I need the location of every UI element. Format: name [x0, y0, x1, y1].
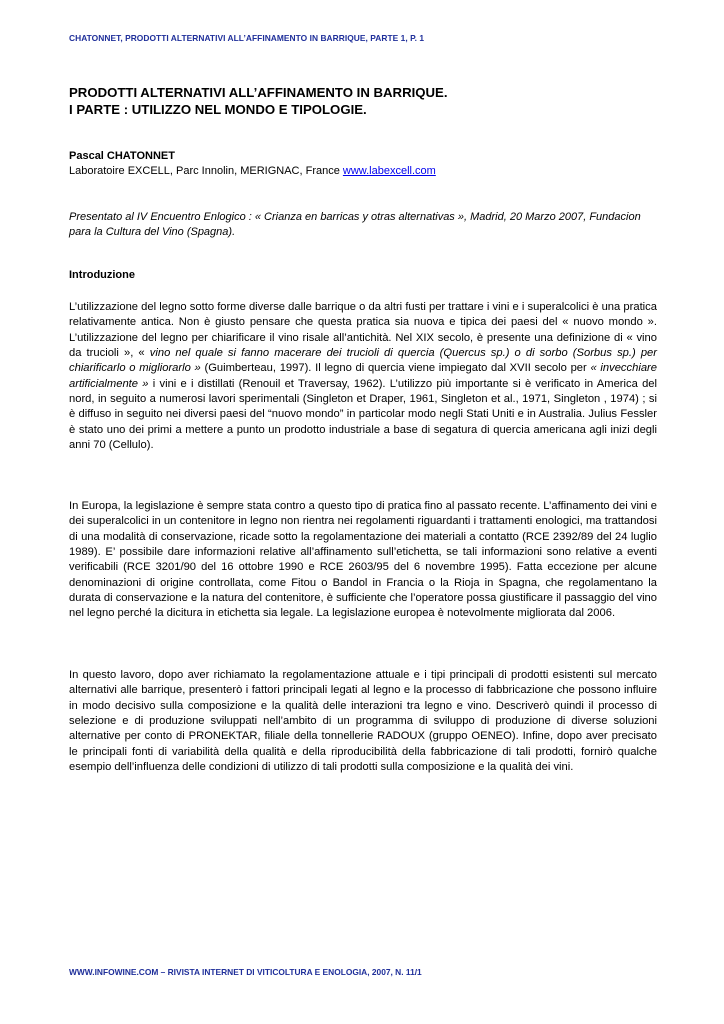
paragraph-1-italic-definition: vino nel quale si fanno macerare dei trucioli di quercia (Quercus sp.) o di sorbo (Sorbus sp.) per chiarificarlo o migliorarlo » [69, 347, 657, 375]
paragraph-1-italic-quote: « invecchiare artificialmente » [69, 362, 657, 390]
document-title [69, 84, 669, 118]
paragraph-1-part-c: (Guimberteau, 1997). Il legno di quercia viene impiegato dal XVII secolo per [200, 362, 591, 375]
paragraph-1 [69, 300, 657, 453]
paragraph-2: In Europa, la legislazione è sempre stata contro a questo tipo di pratica fino al passato recente. L’affinamento dei vini e dei superalcolici in un contenitore in legno non rientra nei regolamenti riguardanti i trattamenti enologici, ma trattandosi di una modalità di conservazione, ricade sotto la regolamentazione dei materiali a contatto (RCE 2392/89 del 24 luglio 1989). E’ possibile dare informazioni relative all’affinamento sull’etichetta, se tali informazioni sono relative a eventi verificabili (RCE 3201/90 del 16 ottobre 1990 e RCE 2603/95 del 6 novembre 1995). Fatta eccezione per alcune denominazioni di origine controllata, come Fitou o Bandol in Francia o la Rioja in Spagna, che regolamentano la durata di conservazione e la natura del contenitore, è sufficiente che l’operatore possa giustificare il passaggio del vino nel legno perché la dicitura in etichetta sia legale. La legislazione europea è notevolmente migliorata dal 2006. [69, 500, 657, 620]
section-heading: Introduzione [69, 269, 135, 281]
paragraph-1-part-e: i vini e i distillati (Renouil et Traversay, 1962). L’utilizzo più importante si è verificato in America del nord, in seguito a numerosi lavori sperimentali (Singleton et Draper, 1961, Singleton et al., 1971, Singleton , 1974) ; si è diffuso in seguito nei diversi paesi del “nuovo mondo” in particolar modo negli Stati Uniti e in Australia. Julius Fessler è stato uno dei primi a mettere a punto un prodotto industriale a base di segatura di quercia americana agli inizi degli anni 70 (Cellulo). [69, 377, 657, 452]
title-line-1: PRODOTTI ALTERNATIVI ALL’AFFINAMENTO IN BARRIQUE. [69, 85, 448, 100]
title-line-2: I PARTE : UTILIZZO NEL MONDO E TIPOLOGIE. [69, 102, 367, 117]
paragraph-1-part-a: L’utilizzazione del legno sotto forme diverse dalle barrique o da altri fusti per trattare i vini e i superalcolici è una pratica relativamente antica. Non è giusto pensare che questa pratica sia nuova e tipica dei paesi del « nuovo mondo ». L’utilizzazione del legno per chiarificare il vino risale all’antichità. Nel XIX secolo, è presente una definizione di « vino da trucioli », « [69, 301, 657, 360]
running-footer: WWW.INFOWINE.COM – RIVISTA INTERNET DI VITICOLTURA E ENOLOGIA, 2007, N. 11/1 [69, 967, 422, 977]
author-name: Pascal CHATONNET [69, 150, 175, 162]
paragraph-3: In questo lavoro, dopo aver richiamato la regolamentazione attuale e i tipi principali di prodotti esistenti sul mercato alternativi alle barrique, presenterò i fattori principali legati al legno e la processo di fabbricazione che possono influire in modo decisivo sulla composizione e la qualità delle interazioni tra legno e vino. Descriverò quindi il processo di selezione e di produzione sviluppati nell’ambito di un programma di sviluppo di produzione di diverse soluzioni alternative per conto di PRONEKTAR, filiale della tonnellerie RADOUX (gruppo OENEO). Infine, dopo aver precisato le principali fonti di variabilità della qualità e della riproducibilità della fabbricazione di tali prodotti, fornirò qualche esempio dell’influenza delle condizioni di utilizzo di tali prodotti sulla composizione e la qualità dei vini. [69, 669, 657, 774]
running-header: CHATONNET, PRODOTTI ALTERNATIVI ALL’AFFINAMENTO IN BARRIQUE, PARTE 1, P. 1 [69, 33, 425, 43]
presentation-note: Presentato al IV Encuentro Enlogico : « Crianza en barricas y otras alternativas », Madrid, 20 Marzo 2007, Fundacion para la Cultura del Vino (Spagna). [69, 211, 641, 238]
affiliation-text: Laboratoire EXCELL, Parc Innolin, MERIGNAC, France [69, 165, 343, 177]
author-affiliation [69, 165, 436, 177]
affiliation-link[interactable]: www.labexcell.com [342, 165, 436, 177]
